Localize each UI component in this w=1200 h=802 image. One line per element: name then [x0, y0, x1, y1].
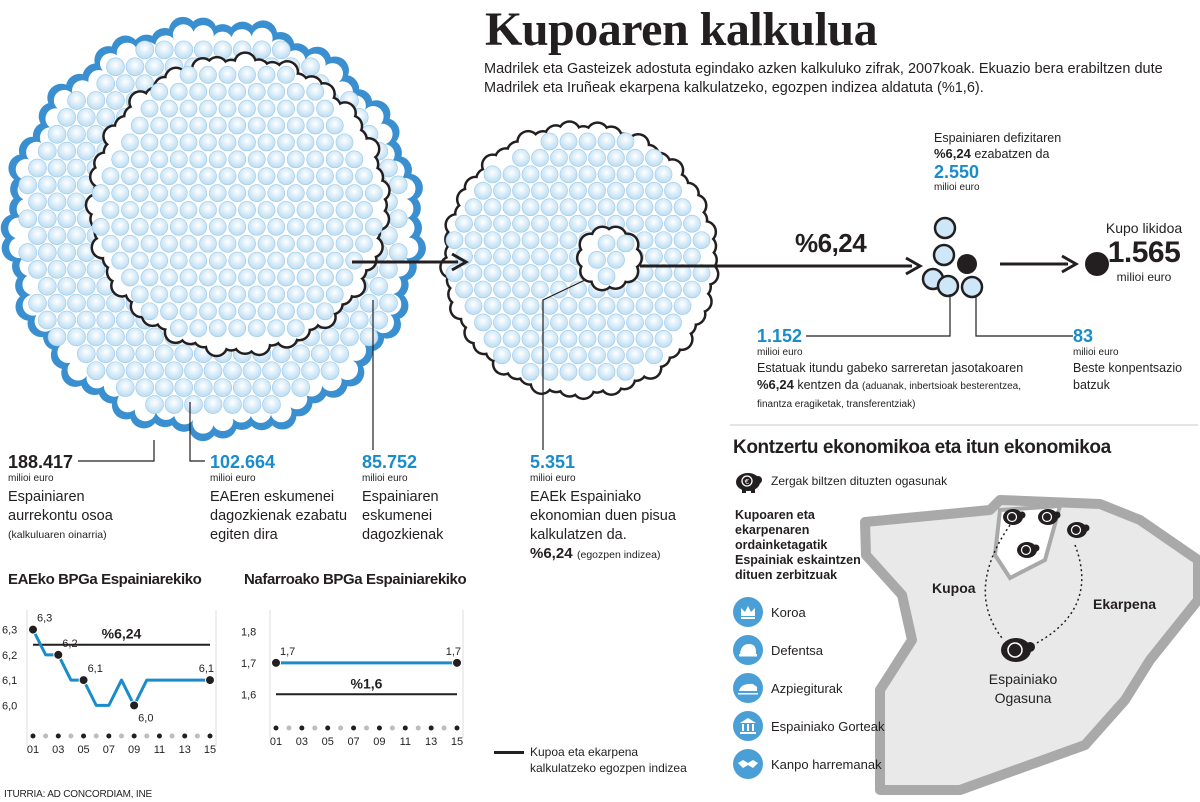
x-tick-label: 09	[373, 736, 386, 748]
deficit-value: 2.550	[934, 162, 980, 182]
x-tick-label: 13	[425, 736, 438, 748]
x-tick-label: 03	[295, 736, 308, 748]
spain-map	[865, 500, 1198, 790]
x-tick-dot	[364, 726, 369, 731]
data-label: 1,7	[280, 645, 296, 658]
y-tick-label: 6,0	[2, 700, 18, 713]
concert-title: Kontzertu ekonomikoa eta itun ekonomikoa	[733, 437, 1111, 458]
data-point	[29, 625, 38, 634]
spain-competences-unit: milioi euro	[362, 473, 408, 484]
map-kupoa-label: Kupoa	[932, 580, 976, 596]
legend-treasury-label: Zergak biltzen dituzten ogasunak	[771, 474, 948, 488]
x-tick-label: 05	[321, 736, 334, 748]
service-item	[733, 748, 884, 780]
reference-label: %1,6	[350, 675, 383, 692]
non-assumed-block	[210, 452, 360, 545]
x-tick-label: 15	[450, 736, 464, 748]
x-tick-dot	[31, 734, 36, 739]
net-quota-unit: milioi euro	[1116, 270, 1172, 284]
handshake-icon	[733, 749, 763, 779]
x-tick-dot	[81, 734, 86, 739]
taxes-pct: %6,24	[757, 377, 794, 392]
small-bubble	[962, 277, 982, 297]
x-tick-dot	[442, 726, 447, 731]
services-title: Kupoaren eta ekarpenaren ordainketagatik Espainiak eskaintzen dituen zerbitzuak	[735, 508, 861, 582]
x-tick-dot	[455, 726, 460, 731]
data-label: 6,2	[62, 637, 78, 650]
net-quota-value: 1.565	[1107, 236, 1181, 269]
net-quota-block	[1090, 220, 1198, 284]
eae-share-cluster	[576, 225, 643, 291]
other-comp-unit: milioi euro	[1073, 347, 1119, 358]
deficit-unit: milioi euro	[934, 182, 980, 193]
map-ekarpena-label: Ekarpena	[1093, 596, 1157, 612]
x-tick-label: 15	[203, 744, 217, 756]
data-label: 6,1	[87, 663, 103, 676]
x-tick-dot	[390, 726, 395, 731]
deficit-line2: ezabatzen da	[974, 147, 1050, 161]
total-budget-note: (kalkuluaren oinarria)	[8, 529, 107, 541]
x-tick-dot	[416, 726, 421, 731]
reference-label: %6,24	[101, 625, 142, 642]
x-tick-dot	[208, 734, 213, 739]
page-title: Kupoaren kalkulua	[485, 3, 878, 56]
x-tick-label: 09	[128, 744, 141, 756]
x-tick-label: 13	[178, 744, 191, 756]
data-point	[79, 676, 88, 685]
x-tick-dot	[429, 726, 434, 731]
x-tick-dot	[351, 726, 356, 731]
x-tick-label: 03	[52, 744, 65, 756]
data-point	[54, 650, 63, 659]
x-tick-label: 07	[102, 744, 115, 756]
train-icon	[733, 673, 763, 703]
services-list	[733, 596, 884, 780]
small-bubble	[934, 245, 954, 265]
x-tick-dot	[43, 734, 48, 739]
x-tick-dot	[119, 734, 124, 739]
spain-competences-block	[362, 452, 472, 545]
x-tick-dot	[56, 734, 61, 739]
y-tick-label: 1,6	[241, 689, 257, 702]
data-point	[130, 701, 139, 710]
small-bubble	[935, 218, 955, 238]
service-label: Espainiako Gorteak	[771, 718, 885, 734]
non-assumed-desc: EAEren eskumenei dagozkienak ezabatu egiten dira	[210, 489, 348, 543]
chart-2	[241, 610, 463, 748]
data-label: 6,3	[37, 612, 53, 625]
other-comp-value: 83	[1073, 326, 1094, 346]
x-tick-label: 01	[269, 736, 283, 748]
chart-legend	[494, 744, 700, 776]
legend-swatch	[494, 751, 524, 754]
data-point	[453, 658, 462, 667]
taxes-line2: kentzen da	[797, 378, 859, 392]
spain-competences-desc: Espainiaren eskumenei dagozkienak	[362, 489, 444, 543]
net-quota-label: Kupo likidoa	[1105, 220, 1183, 236]
x-tick-label: 11	[399, 736, 411, 748]
service-item	[733, 596, 884, 628]
taxes-line1: Estatuak itundu gabeko sarreretan jasotakoaren	[757, 361, 1024, 375]
taxes-value: 1.152	[757, 326, 803, 346]
x-tick-dot	[132, 734, 137, 739]
x-tick-dot	[403, 726, 408, 731]
other-comp-desc: Beste konpentsazio batzuk	[1073, 361, 1183, 392]
service-item	[733, 672, 884, 704]
y-tick-label: 6,2	[2, 649, 18, 662]
source-note: ITURRIA: AD CONCORDIAM, INE	[4, 789, 152, 800]
service-item	[733, 710, 884, 742]
total-budget-value: 188.417	[8, 452, 74, 472]
taxes-block	[757, 326, 1047, 413]
x-tick-dot	[286, 726, 291, 731]
svg-text:€: €	[744, 478, 750, 486]
x-tick-dot	[325, 726, 330, 731]
intro-text: Madrilek eta Gasteizek adostuta egindako azken kalkuluko zifrak, 2007koak. Ekuazio bera erabiltzen dute Madrilek eta Iruñeak ekarpena kalkulatzeko, egozpen indizea aldatuta (%1,6).	[484, 61, 1163, 96]
y-tick-label: 6,1	[2, 675, 18, 688]
x-tick-dot	[182, 734, 187, 739]
total-budget-unit: milioi euro	[8, 473, 54, 484]
parliament-icon	[733, 711, 763, 741]
map-treasury-label: Espainiako Ogasuna	[988, 671, 1058, 706]
chart-1	[2, 610, 216, 756]
legend-label: Kupoa eta ekarpena kalkulatzeko egozpen indizea	[530, 745, 687, 775]
taxes-unit: milioi euro	[757, 347, 803, 358]
data-point	[272, 658, 281, 667]
data-label: 1,7	[445, 645, 461, 658]
x-tick-dot	[377, 726, 382, 731]
spain-competences-value: 85.752	[362, 452, 418, 472]
eae-weight-unit: milioi euro	[530, 473, 576, 484]
service-label: Azpiegiturak	[771, 680, 843, 696]
x-tick-label: 01	[26, 744, 40, 756]
eae-weight-pct: %6,24	[530, 545, 573, 562]
eae-weight-pct-note: (egozpen indizea)	[577, 549, 661, 561]
deficit-block	[934, 130, 1084, 196]
x-tick-dot	[274, 726, 279, 731]
taxes-note: (aduanak, inbertsioak besterentzea, finantza eragiketak, transferentziak)	[757, 381, 1022, 410]
service-label: Kanpo harremanak	[771, 756, 882, 772]
service-item	[733, 634, 884, 666]
eae-weight-value: 5.351	[530, 452, 576, 472]
x-tick-dot	[68, 734, 73, 739]
data-label: 6,1	[198, 663, 214, 676]
eae-weight-desc: EAEk Espainiako ekonomian duen pisua kalkulatzen da.	[530, 489, 676, 543]
total-budget-block	[8, 452, 158, 541]
y-tick-label: 1,7	[241, 657, 257, 670]
piggy-bank-icon	[733, 467, 765, 495]
y-tick-label: 6,3	[2, 624, 18, 637]
x-tick-dot	[338, 726, 343, 731]
small-bubble	[938, 276, 958, 296]
crown-icon	[733, 597, 763, 627]
service-label: Koroa	[771, 604, 806, 620]
x-tick-dot	[312, 726, 317, 731]
deficit-pct: %6,24	[934, 146, 971, 161]
x-tick-dot	[94, 734, 99, 739]
chart1-title: EAEko BPGa Espainiarekiko	[8, 571, 202, 588]
non-assumed-value: 102.664	[210, 452, 276, 472]
x-tick-dot	[106, 734, 111, 739]
x-tick-label: 11	[153, 744, 166, 756]
eae-weight-block	[530, 452, 710, 563]
x-tick-dot	[144, 734, 149, 739]
x-tick-dot	[170, 734, 175, 739]
other-comp-block	[1073, 326, 1183, 394]
legend-treasury	[733, 467, 947, 495]
quota-dot	[957, 254, 977, 274]
non-assumed-unit: milioi euro	[210, 473, 256, 484]
helmet-icon	[733, 635, 763, 665]
x-tick-dot	[157, 734, 162, 739]
total-budget-desc: Espainiaren aurrekontu osoa	[8, 489, 113, 524]
x-tick-dot	[299, 726, 304, 731]
x-tick-label: 07	[347, 736, 360, 748]
index-label: %6,24	[795, 228, 867, 258]
y-tick-label: 1,8	[241, 626, 257, 639]
data-point	[206, 676, 215, 685]
x-tick-label: 05	[77, 744, 90, 756]
chart2-title: Nafarroako BPGa Espainiarekiko	[244, 571, 467, 588]
x-tick-dot	[195, 734, 200, 739]
service-label: Defentsa	[771, 642, 824, 658]
data-label: 6,0	[138, 712, 154, 725]
deficit-line1: Espainiaren defizitaren	[934, 131, 1062, 145]
